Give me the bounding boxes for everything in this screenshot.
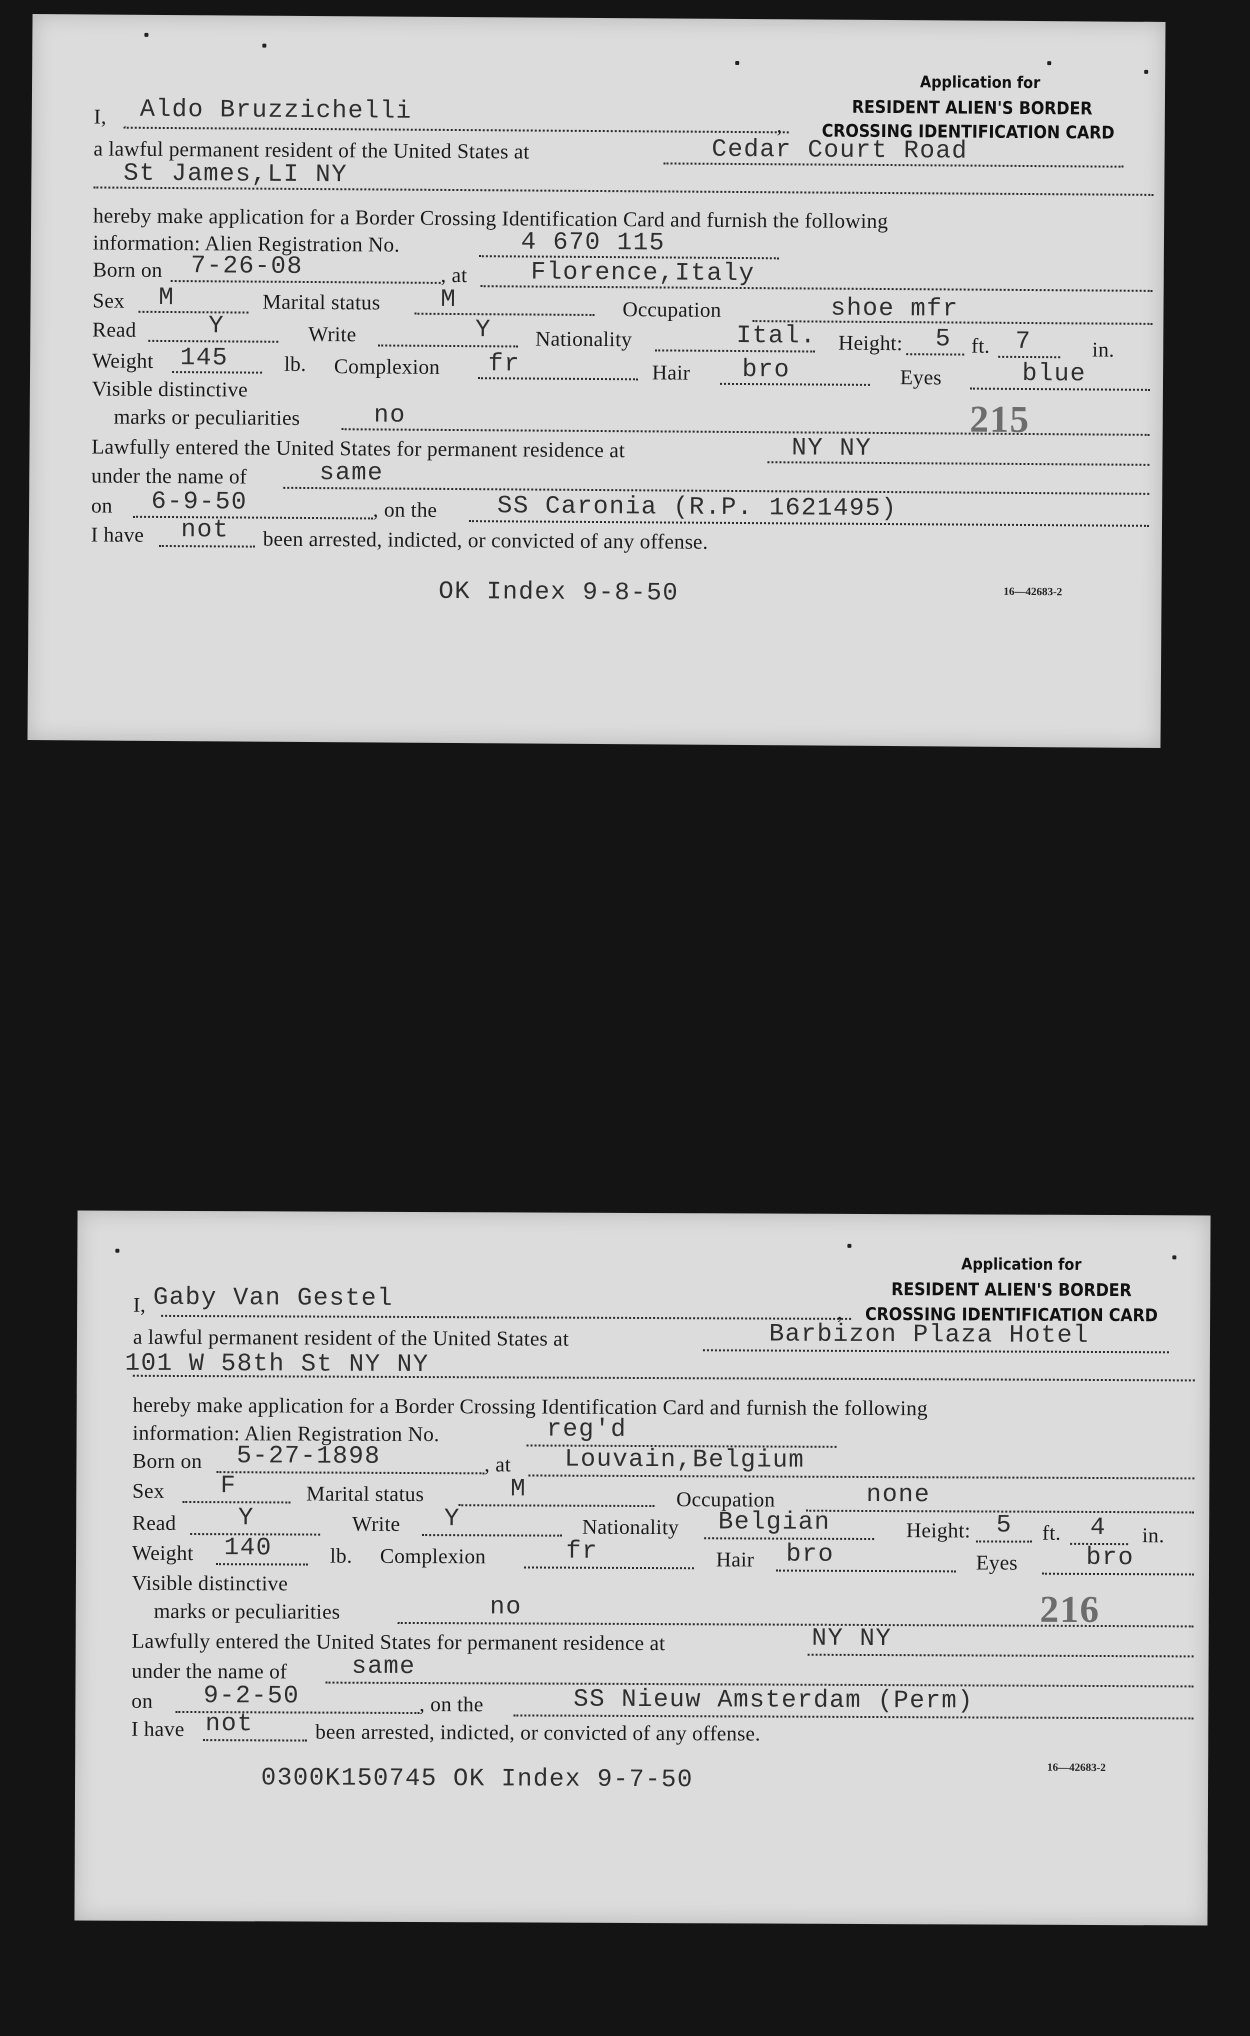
- nationality-value: Ital.: [736, 320, 817, 351]
- label-lawfully-entered: Lawfully entered the United States for permanent residence at: [131, 1628, 666, 1656]
- label-i: I,: [133, 1292, 146, 1317]
- address-line-1: Barbizon Plaza Hotel: [768, 1319, 1090, 1350]
- label-complexion: Complexion: [379, 1543, 486, 1569]
- label-resident: a lawful permanent resident of the United States at: [132, 1324, 569, 1351]
- eyes-value: blue: [1021, 358, 1087, 389]
- label-born-on: Born on: [92, 257, 163, 282]
- label-marks: marks or peculiarities: [153, 1598, 341, 1624]
- label-hair: Hair: [715, 1547, 755, 1572]
- occupation-value: none: [866, 1479, 931, 1510]
- write-value: Y: [475, 315, 492, 345]
- height-feet: 5: [996, 1510, 1013, 1540]
- hair-value: bro: [785, 1539, 835, 1569]
- label-write: Write: [352, 1511, 401, 1536]
- label-ft: ft.: [1042, 1520, 1061, 1545]
- label-on-the: , on the: [419, 1692, 484, 1717]
- label-lb: lb.: [284, 351, 307, 376]
- marital-status-value: M: [440, 284, 457, 315]
- birth-date: 5-27-1898: [236, 1441, 381, 1471]
- form-number: 16—42683-2: [1047, 1761, 1106, 1775]
- label-lawfully-entered: Lawfully entered the United States for permanent residence at: [91, 434, 626, 463]
- occupation-value: shoe mfr: [830, 293, 959, 324]
- label-ft: ft.: [971, 333, 991, 358]
- label-write: Write: [308, 321, 357, 347]
- entry-place: NY NY: [811, 1623, 892, 1654]
- sex-value: M: [158, 282, 175, 313]
- eyes-value: bro: [1085, 1542, 1135, 1573]
- label-in: in.: [1092, 337, 1115, 362]
- label-hair: Hair: [651, 360, 691, 385]
- application-card-1: [27, 14, 1165, 748]
- ship-name: SS Caronia (R.P. 1621495): [497, 491, 898, 524]
- label-under-name: under the name of: [131, 1658, 288, 1684]
- label-read: Read: [132, 1510, 177, 1535]
- height-inches: 7: [1015, 326, 1032, 357]
- label-height: Height:: [838, 330, 903, 356]
- applicant-name: Aldo Bruzzichelli: [139, 94, 413, 126]
- label-lb: lb.: [329, 1543, 353, 1568]
- marital-status-value: M: [510, 1474, 527, 1504]
- form-header-line3: CROSSING IDENTIFICATION CARD: [821, 121, 1115, 144]
- stamp-number: 216: [1039, 1588, 1100, 1631]
- label-eyes: Eyes: [975, 1550, 1018, 1575]
- arrested-value: not: [205, 1709, 254, 1739]
- read-value: Y: [208, 311, 225, 341]
- birth-place: Florence,Italy: [530, 257, 755, 289]
- complexion-value: fr: [566, 1536, 599, 1566]
- label-i-have: I have: [131, 1716, 185, 1742]
- label-nationality: Nationality: [535, 326, 633, 352]
- label-marital-status: Marital status: [306, 1481, 425, 1507]
- index-note: OK Index 9-8-50: [438, 576, 679, 608]
- entry-place: NY NY: [791, 433, 872, 463]
- label-weight: Weight: [92, 348, 154, 373]
- label-arrested: been arrested, indicted, or convicted of any offense.: [262, 526, 709, 554]
- hair-value: bro: [741, 355, 791, 385]
- label-sex: Sex: [92, 288, 125, 313]
- label-information: information: Alien Registration No.: [92, 230, 400, 257]
- label-marks: marks or peculiarities: [113, 404, 301, 430]
- entry-date: 9-2-50: [203, 1681, 300, 1711]
- label-marital-status: Marital status: [262, 289, 381, 315]
- weight-value: 140: [224, 1533, 273, 1563]
- label-hereby: hereby make application for a Border Crossing Identification Card and furnish the following: [132, 1392, 928, 1421]
- label-i: I,: [93, 104, 107, 129]
- label-visible-distinctive: Visible distinctive: [91, 376, 248, 402]
- weight-value: 145: [180, 343, 229, 373]
- height-inches: 4: [1090, 1512, 1107, 1543]
- marks-value: no: [489, 1592, 522, 1622]
- write-value: Y: [444, 1504, 461, 1534]
- sex-value: F: [220, 1471, 237, 1501]
- alien-registration-number: reg'd: [546, 1414, 627, 1444]
- read-value: Y: [238, 1503, 255, 1533]
- applicant-name: Gaby Van Gestel: [153, 1282, 394, 1313]
- form-number: 16—42683-2: [1003, 585, 1063, 599]
- label-read: Read: [92, 317, 137, 342]
- label-eyes: Eyes: [899, 365, 942, 390]
- label-sex: Sex: [132, 1478, 165, 1503]
- label-hereby: hereby make application for a Border Crossing Identification Card and furnish the following: [93, 203, 889, 234]
- label-occupation: Occupation: [622, 297, 722, 322]
- label-in: in.: [1142, 1523, 1165, 1548]
- label-weight: Weight: [132, 1540, 194, 1566]
- label-comma: ,: [837, 1299, 843, 1324]
- complexion-value: fr: [488, 349, 521, 379]
- label-resident: a lawful permanent resident of the United States at: [93, 136, 530, 164]
- label-on: on: [131, 1688, 153, 1713]
- label-arrested: been arrested, indicted, or convicted of any offense.: [315, 1719, 761, 1746]
- form-header-line1: Application for: [961, 1254, 1082, 1274]
- form-header-line2: RESIDENT ALIEN'S BORDER: [851, 97, 1093, 120]
- label-information: information: Alien Registration No.: [132, 1420, 440, 1447]
- label-i-have: I have: [90, 522, 145, 547]
- address-line-2: St James,LI NY: [123, 158, 348, 190]
- ship-name: SS Nieuw Amsterdam (Perm): [573, 1684, 974, 1716]
- entry-name: same: [351, 1651, 416, 1682]
- marks-value: no: [373, 400, 406, 430]
- entry-name: same: [319, 458, 384, 488]
- label-under-name: under the name of: [91, 463, 248, 489]
- birth-place: Louvain,Belgium: [564, 1444, 805, 1475]
- nationality-value: Belgian: [718, 1507, 831, 1537]
- entry-date: 6-9-50: [151, 486, 248, 517]
- form-header-line3: CROSSING IDENTIFICATION CARD: [865, 1304, 1158, 1327]
- label-on: on: [91, 493, 113, 518]
- birth-date: 7-26-08: [190, 251, 303, 281]
- label-height: Height:: [906, 1518, 971, 1543]
- application-card-2: [74, 1211, 1210, 1926]
- arrested-value: not: [180, 515, 230, 545]
- label-occupation: Occupation: [676, 1487, 776, 1512]
- stamp-number: 215: [969, 398, 1030, 442]
- label-on-the: , on the: [373, 497, 438, 522]
- label-born-on: Born on: [132, 1448, 203, 1474]
- height-feet: 5: [935, 324, 952, 354]
- label-complexion: Complexion: [334, 354, 441, 379]
- label-nationality: Nationality: [582, 1514, 679, 1540]
- label-visible-distinctive: Visible distinctive: [131, 1570, 288, 1596]
- label-at: , at: [484, 1452, 511, 1477]
- alien-registration-number: 4 670 115: [520, 227, 666, 258]
- address-line-2: 101 W 58th St NY NY: [124, 1348, 429, 1380]
- form-header-line2: RESIDENT ALIEN'S BORDER: [891, 1280, 1132, 1302]
- label-comma: ,: [776, 113, 783, 138]
- label-at: , at: [440, 262, 468, 288]
- address-line-1: Cedar Court Road: [711, 134, 968, 166]
- index-note: 0300K150745 OK Index 9-7-50: [261, 1763, 694, 1795]
- form-header-line1: Application for: [920, 72, 1041, 93]
